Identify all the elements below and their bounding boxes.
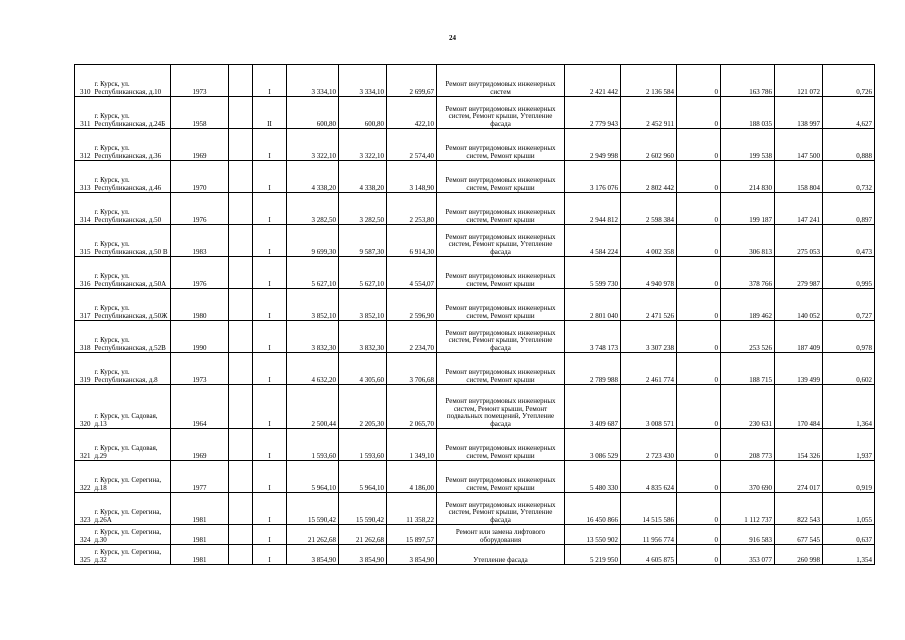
cost-cell: 3 086 529 (565, 429, 621, 461)
work-type-cell: Ремонт внутридомовых инженерных систем, Ремонт крыши, Ремонт подвальных помещений, Утепление фасада (437, 385, 565, 429)
fund-cell: 2 136 584 (621, 65, 677, 97)
area-cell: 4 338,20 (339, 161, 387, 193)
unit-cost-cell: 0,919 (823, 461, 875, 493)
row-number: 314 (75, 193, 93, 225)
area-cell: 5 627,10 (339, 257, 387, 289)
work-type-cell: Ремонт внутридомовых инженерных систем, Ремонт крыши (437, 289, 565, 321)
cost-cell: 5 219 950 (565, 545, 621, 565)
table-row (75, 289, 875, 321)
table-row (75, 129, 875, 161)
cost-cell: 13 550 902 (565, 525, 621, 545)
area-total-cell: 4 338,20 (287, 161, 339, 193)
zero-cell: 0 (677, 493, 721, 525)
class-cell: I (253, 129, 287, 161)
address-cell: г. Курск, ул. Садовая, д.29 (93, 429, 171, 461)
zero-cell: 0 (677, 289, 721, 321)
year-cell: 1983 (171, 225, 229, 257)
municipal-cell: 140 052 (775, 289, 823, 321)
zero-cell: 0 (677, 97, 721, 129)
table-row (75, 97, 875, 129)
municipal-cell: 139 499 (775, 353, 823, 385)
area-cell: 3 854,90 (339, 545, 387, 565)
unit-cost-cell: 0,727 (823, 289, 875, 321)
fund-cell: 2 602 960 (621, 129, 677, 161)
cost-cell: 2 801 040 (565, 289, 621, 321)
cost-cell: 4 584 224 (565, 225, 621, 257)
fund-cell: 2 802 442 (621, 161, 677, 193)
work-type-cell: Ремонт внутридомовых инженерных систем, Ремонт крыши (437, 193, 565, 225)
address-cell: г. Курск, ул. Республиканская, д.36 (93, 129, 171, 161)
work-type-cell: Ремонт внутридомовых инженерных систем, Ремонт крыши, Утепление фасада (437, 493, 565, 525)
zero-cell: 0 (677, 461, 721, 493)
area-total-cell: 4 632,20 (287, 353, 339, 385)
blank-cell (229, 525, 253, 545)
address-cell: г. Курск, ул. Республиканская, д.50 (93, 193, 171, 225)
address-cell: г. Курск, ул. Республиканская, д.46 (93, 161, 171, 193)
municipal-cell: 187 409 (775, 321, 823, 353)
year-cell: 1981 (171, 493, 229, 525)
regional-cell: 199 187 (721, 193, 775, 225)
register-table (74, 64, 875, 565)
class-cell: I (253, 525, 287, 545)
regional-cell: 230 631 (721, 385, 775, 429)
cost-cell: 3 176 076 (565, 161, 621, 193)
area-total-cell: 5 964,10 (287, 461, 339, 493)
year-cell: 1980 (171, 289, 229, 321)
municipal-cell: 154 326 (775, 429, 823, 461)
area-cell: 3 334,10 (339, 65, 387, 97)
unit-cost-cell: 4,627 (823, 97, 875, 129)
year-cell: 1981 (171, 545, 229, 565)
unit-cost-cell: 1,055 (823, 493, 875, 525)
table-row (75, 353, 875, 385)
municipal-cell: 138 997 (775, 97, 823, 129)
blank-cell (229, 97, 253, 129)
area-living-cell: 4 186,00 (387, 461, 437, 493)
row-number: 311 (75, 97, 93, 129)
fund-cell: 4 835 624 (621, 461, 677, 493)
zero-cell: 0 (677, 65, 721, 97)
class-cell: I (253, 321, 287, 353)
regional-cell: 214 830 (721, 161, 775, 193)
class-cell: I (253, 161, 287, 193)
area-total-cell: 9 699,30 (287, 225, 339, 257)
class-cell: I (253, 353, 287, 385)
address-cell: г. Курск, ул. Серегина, д.26А (93, 493, 171, 525)
municipal-cell: 260 998 (775, 545, 823, 565)
table-row (75, 225, 875, 257)
row-number: 317 (75, 289, 93, 321)
area-living-cell: 2 065,70 (387, 385, 437, 429)
row-number: 325 (75, 545, 93, 565)
zero-cell: 0 (677, 385, 721, 429)
area-cell: 4 305,60 (339, 353, 387, 385)
municipal-cell: 147 500 (775, 129, 823, 161)
regional-cell: 916 583 (721, 525, 775, 545)
area-total-cell: 15 590,42 (287, 493, 339, 525)
unit-cost-cell: 1,364 (823, 385, 875, 429)
cost-cell: 5 480 330 (565, 461, 621, 493)
row-number: 310 (75, 65, 93, 97)
table-row (75, 545, 875, 565)
area-total-cell: 3 832,30 (287, 321, 339, 353)
regional-cell: 199 538 (721, 129, 775, 161)
regional-cell: 163 786 (721, 65, 775, 97)
unit-cost-cell: 0,726 (823, 65, 875, 97)
year-cell: 1973 (171, 65, 229, 97)
area-cell: 3 832,30 (339, 321, 387, 353)
area-living-cell: 15 897,57 (387, 525, 437, 545)
area-total-cell: 2 500,44 (287, 385, 339, 429)
unit-cost-cell: 0,888 (823, 129, 875, 161)
table-row (75, 65, 875, 97)
table-row (75, 429, 875, 461)
area-living-cell: 2 234,70 (387, 321, 437, 353)
zero-cell: 0 (677, 225, 721, 257)
row-number: 319 (75, 353, 93, 385)
area-total-cell: 3 852,10 (287, 289, 339, 321)
area-living-cell: 3 706,68 (387, 353, 437, 385)
blank-cell (229, 385, 253, 429)
municipal-cell: 822 543 (775, 493, 823, 525)
year-cell: 1958 (171, 97, 229, 129)
area-cell: 21 262,68 (339, 525, 387, 545)
blank-cell (229, 493, 253, 525)
table-row (75, 385, 875, 429)
class-cell: I (253, 545, 287, 565)
municipal-cell: 279 987 (775, 257, 823, 289)
area-total-cell: 600,80 (287, 97, 339, 129)
work-type-cell: Ремонт внутридомовых инженерных систем, Ремонт крыши (437, 129, 565, 161)
cost-cell: 2 779 943 (565, 97, 621, 129)
address-cell: г. Курск, ул. Республиканская, д.50 В (93, 225, 171, 257)
area-total-cell: 1 593,60 (287, 429, 339, 461)
regional-cell: 1 112 737 (721, 493, 775, 525)
year-cell: 1990 (171, 321, 229, 353)
zero-cell: 0 (677, 193, 721, 225)
area-living-cell: 2 596,90 (387, 289, 437, 321)
blank-cell (229, 161, 253, 193)
area-living-cell: 11 358,22 (387, 493, 437, 525)
fund-cell: 4 940 978 (621, 257, 677, 289)
row-number: 315 (75, 225, 93, 257)
area-living-cell: 422,10 (387, 97, 437, 129)
area-cell: 15 590,42 (339, 493, 387, 525)
municipal-cell: 275 053 (775, 225, 823, 257)
fund-cell: 2 598 384 (621, 193, 677, 225)
zero-cell: 0 (677, 257, 721, 289)
area-living-cell: 2 574,40 (387, 129, 437, 161)
address-cell: г. Курск, ул. Республиканская, д.10 (93, 65, 171, 97)
area-cell: 3 322,10 (339, 129, 387, 161)
regional-cell: 253 526 (721, 321, 775, 353)
area-living-cell: 2 699,67 (387, 65, 437, 97)
fund-cell: 14 515 586 (621, 493, 677, 525)
municipal-cell: 121 072 (775, 65, 823, 97)
cost-cell: 2 949 998 (565, 129, 621, 161)
fund-cell: 4 605 875 (621, 545, 677, 565)
year-cell: 1964 (171, 385, 229, 429)
work-type-cell: Ремонт или замена лифтового оборудования (437, 525, 565, 545)
blank-cell (229, 225, 253, 257)
zero-cell: 0 (677, 129, 721, 161)
area-cell: 3 852,10 (339, 289, 387, 321)
class-cell: I (253, 493, 287, 525)
blank-cell (229, 429, 253, 461)
zero-cell: 0 (677, 545, 721, 565)
unit-cost-cell: 0,897 (823, 193, 875, 225)
cost-cell: 2 944 812 (565, 193, 621, 225)
address-cell: г. Курск, ул. Республиканская, д.24Б (93, 97, 171, 129)
regional-cell: 353 077 (721, 545, 775, 565)
zero-cell: 0 (677, 429, 721, 461)
regional-cell: 306 813 (721, 225, 775, 257)
cost-cell: 16 450 866 (565, 493, 621, 525)
area-cell: 5 964,10 (339, 461, 387, 493)
municipal-cell: 158 804 (775, 161, 823, 193)
fund-cell: 11 956 774 (621, 525, 677, 545)
area-total-cell: 21 262,68 (287, 525, 339, 545)
cost-cell: 2 789 988 (565, 353, 621, 385)
blank-cell (229, 545, 253, 565)
unit-cost-cell: 0,602 (823, 353, 875, 385)
unit-cost-cell: 0,637 (823, 525, 875, 545)
zero-cell: 0 (677, 353, 721, 385)
fund-cell: 3 008 571 (621, 385, 677, 429)
regional-cell: 370 690 (721, 461, 775, 493)
work-type-cell: Ремонт внутридомовых инженерных систем, Ремонт крыши (437, 161, 565, 193)
cost-cell: 3 409 687 (565, 385, 621, 429)
address-cell: г. Курск, ул. Республиканская, д.52В (93, 321, 171, 353)
municipal-cell: 170 484 (775, 385, 823, 429)
page-number: 24 (449, 34, 456, 42)
row-number: 320 (75, 385, 93, 429)
year-cell: 1981 (171, 525, 229, 545)
municipal-cell: 147 241 (775, 193, 823, 225)
blank-cell (229, 129, 253, 161)
table-row (75, 461, 875, 493)
regional-cell: 188 035 (721, 97, 775, 129)
fund-cell: 2 723 430 (621, 429, 677, 461)
area-total-cell: 3 322,10 (287, 129, 339, 161)
year-cell: 1973 (171, 353, 229, 385)
area-total-cell: 3 854,90 (287, 545, 339, 565)
address-cell: г. Курск, ул. Республиканская, д.8 (93, 353, 171, 385)
table-row (75, 493, 875, 525)
regional-cell: 378 766 (721, 257, 775, 289)
class-cell: I (253, 289, 287, 321)
address-cell: г. Курск, ул. Серегина, д.30 (93, 525, 171, 545)
unit-cost-cell: 0,995 (823, 257, 875, 289)
blank-cell (229, 353, 253, 385)
work-type-cell: Ремонт внутридомовых инженерных систем, Ремонт крыши (437, 353, 565, 385)
blank-cell (229, 257, 253, 289)
row-number: 313 (75, 161, 93, 193)
area-total-cell: 3 282,50 (287, 193, 339, 225)
year-cell: 1976 (171, 193, 229, 225)
regional-cell: 208 773 (721, 429, 775, 461)
cost-cell: 2 421 442 (565, 65, 621, 97)
area-cell: 600,80 (339, 97, 387, 129)
zero-cell: 0 (677, 161, 721, 193)
municipal-cell: 677 545 (775, 525, 823, 545)
row-number: 323 (75, 493, 93, 525)
unit-cost-cell: 0,732 (823, 161, 875, 193)
row-number: 318 (75, 321, 93, 353)
area-living-cell: 1 349,10 (387, 429, 437, 461)
class-cell: I (253, 429, 287, 461)
blank-cell (229, 461, 253, 493)
year-cell: 1977 (171, 461, 229, 493)
zero-cell: 0 (677, 525, 721, 545)
blank-cell (229, 321, 253, 353)
work-type-cell: Ремонт внутридомовых инженерных систем, Ремонт крыши (437, 257, 565, 289)
area-living-cell: 2 253,80 (387, 193, 437, 225)
table-row (75, 525, 875, 545)
row-number: 324 (75, 525, 93, 545)
cost-cell: 5 599 730 (565, 257, 621, 289)
regional-cell: 189 462 (721, 289, 775, 321)
fund-cell: 4 002 358 (621, 225, 677, 257)
table-row (75, 321, 875, 353)
row-number: 321 (75, 429, 93, 461)
area-living-cell: 4 554,07 (387, 257, 437, 289)
area-living-cell: 6 914,30 (387, 225, 437, 257)
address-cell: г. Курск, ул. Республиканская, д.50А (93, 257, 171, 289)
fund-cell: 3 307 238 (621, 321, 677, 353)
fund-cell: 2 471 526 (621, 289, 677, 321)
table-row (75, 257, 875, 289)
class-cell: I (253, 65, 287, 97)
class-cell: I (253, 385, 287, 429)
class-cell: I (253, 225, 287, 257)
area-cell: 2 205,30 (339, 385, 387, 429)
fund-cell: 2 461 774 (621, 353, 677, 385)
blank-cell (229, 65, 253, 97)
year-cell: 1976 (171, 257, 229, 289)
address-cell: г. Курск, ул. Садовая, д.13 (93, 385, 171, 429)
row-number: 322 (75, 461, 93, 493)
municipal-cell: 274 017 (775, 461, 823, 493)
class-cell: II (253, 97, 287, 129)
regional-cell: 188 715 (721, 353, 775, 385)
row-number: 316 (75, 257, 93, 289)
area-cell: 1 593,60 (339, 429, 387, 461)
address-cell: г. Курск, ул. Республиканская, д.50Ж (93, 289, 171, 321)
area-living-cell: 3 854,90 (387, 545, 437, 565)
area-total-cell: 3 334,10 (287, 65, 339, 97)
year-cell: 1969 (171, 129, 229, 161)
area-living-cell: 3 148,90 (387, 161, 437, 193)
table-body (75, 65, 875, 565)
table-row (75, 161, 875, 193)
class-cell: I (253, 257, 287, 289)
class-cell: I (253, 193, 287, 225)
unit-cost-cell: 0,978 (823, 321, 875, 353)
work-type-cell: Ремонт внутридомовых инженерных систем, Ремонт крыши, Утепление фасада (437, 225, 565, 257)
table-row (75, 193, 875, 225)
work-type-cell: Ремонт внутридомовых инженерных систем, Ремонт крыши (437, 461, 565, 493)
work-type-cell: Ремонт внутридомовых инженерных систем, Ремонт крыши, Утепление фасада (437, 321, 565, 353)
zero-cell: 0 (677, 321, 721, 353)
area-cell: 3 282,50 (339, 193, 387, 225)
unit-cost-cell: 0,473 (823, 225, 875, 257)
blank-cell (229, 193, 253, 225)
address-cell: г. Курск, ул. Серегина, д.18 (93, 461, 171, 493)
work-type-cell: Ремонт внутридомовых инженерных систем (437, 65, 565, 97)
year-cell: 1970 (171, 161, 229, 193)
work-type-cell: Ремонт внутридомовых инженерных систем, Ремонт крыши, Утепление фасада (437, 97, 565, 129)
fund-cell: 2 452 911 (621, 97, 677, 129)
area-total-cell: 5 627,10 (287, 257, 339, 289)
cost-cell: 3 748 173 (565, 321, 621, 353)
unit-cost-cell: 1,354 (823, 545, 875, 565)
year-cell: 1969 (171, 429, 229, 461)
blank-cell (229, 289, 253, 321)
class-cell: I (253, 461, 287, 493)
row-number: 312 (75, 129, 93, 161)
address-cell: г. Курск, ул. Серегина, д.32 (93, 545, 171, 565)
area-cell: 9 587,30 (339, 225, 387, 257)
work-type-cell: Ремонт внутридомовых инженерных систем, Ремонт крыши (437, 429, 565, 461)
work-type-cell: Утепление фасада (437, 545, 565, 565)
unit-cost-cell: 1,937 (823, 429, 875, 461)
